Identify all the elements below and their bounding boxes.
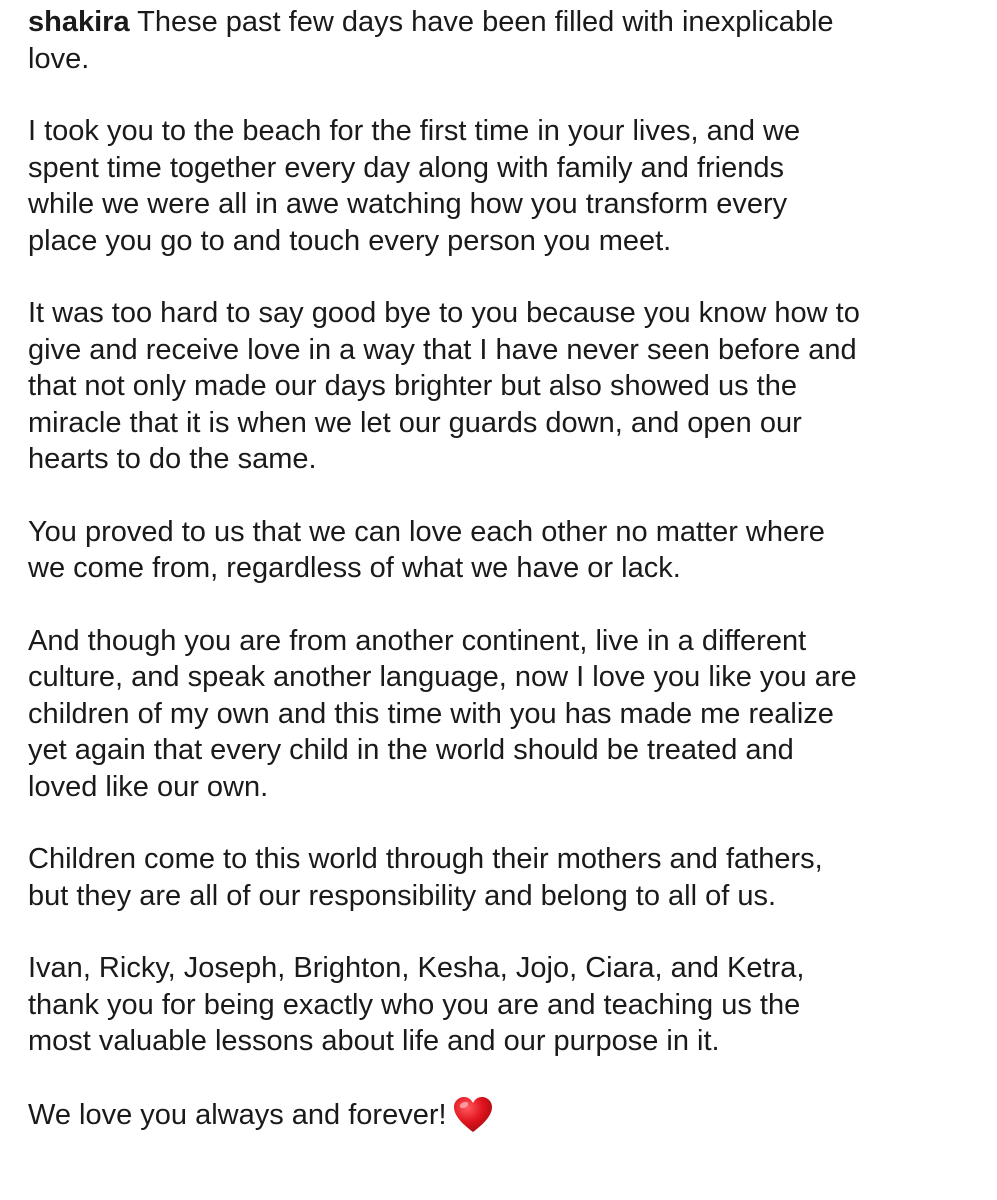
- caption-paragraph-7: [28, 950, 978, 1060]
- caption-paragraph-6: [28, 841, 978, 914]
- caption-line: culture, and speak another language, now I love you like you are: [28, 661, 857, 693]
- caption-paragraph-8: [28, 1096, 978, 1144]
- caption-line: You proved to us that we can love each other no matter where: [28, 515, 825, 548]
- caption-line: And though you are from another continent, live in a different: [28, 624, 807, 657]
- caption-text: These past few days have been filled with inexplicable: [137, 6, 834, 38]
- caption-line: most valuable lessons about life and our purpose in it.: [28, 1025, 720, 1057]
- caption-line: but they are all of our responsibility and belong to all of us.: [28, 879, 777, 912]
- caption-line: I took you to the beach for the first time in your lives, and we: [28, 115, 801, 147]
- caption-line: It was too hard to say good bye to you because you know how to: [28, 297, 860, 329]
- caption-paragraph-4: [28, 514, 978, 587]
- caption-line: thank you for being exactly who you are and teaching us the: [28, 988, 801, 1021]
- caption-line: miracle that it is when we let our guards down, and open our: [28, 406, 802, 439]
- caption-paragraph-5: [28, 623, 978, 806]
- caption-line: hearts to do the same.: [28, 443, 317, 475]
- caption-line: give and receive love in a way that I have never seen before and: [28, 333, 857, 366]
- red-heart-icon: [453, 1096, 493, 1144]
- caption-line: Children come to this world through their mothers and fathers,: [28, 843, 823, 875]
- caption-line: we come from, regardless of what we have or lack.: [28, 552, 681, 584]
- caption-line: [28, 4, 978, 41]
- caption-line: that not only made our days brighter but also showed us the: [28, 370, 797, 402]
- caption-line: loved like our own.: [28, 770, 269, 803]
- caption-line: place you go to and touch every person you meet.: [28, 224, 672, 257]
- caption-line: children of my own and this time with you has made me realize: [28, 697, 834, 730]
- caption-line: love.: [28, 42, 90, 75]
- caption-text: We love you always and forever!: [28, 1098, 447, 1131]
- caption-paragraph-2: [28, 113, 978, 259]
- caption-paragraph-3: [28, 295, 978, 478]
- caption-line: spent time together every day along with family and friends: [28, 151, 785, 184]
- username-link[interactable]: shakira: [28, 6, 130, 38]
- caption-paragraph-1: [28, 4, 978, 77]
- caption-line: while we were all in awe watching how you transform every: [28, 188, 788, 220]
- caption-line: Ivan, Ricky, Joseph, Brighton, Kesha, Jojo, Ciara, and Ketra,: [28, 952, 805, 984]
- caption-line: yet again that every child in the world should be treated and: [28, 734, 794, 766]
- caption-line: [28, 1096, 978, 1144]
- post-caption: [28, 4, 978, 1179]
